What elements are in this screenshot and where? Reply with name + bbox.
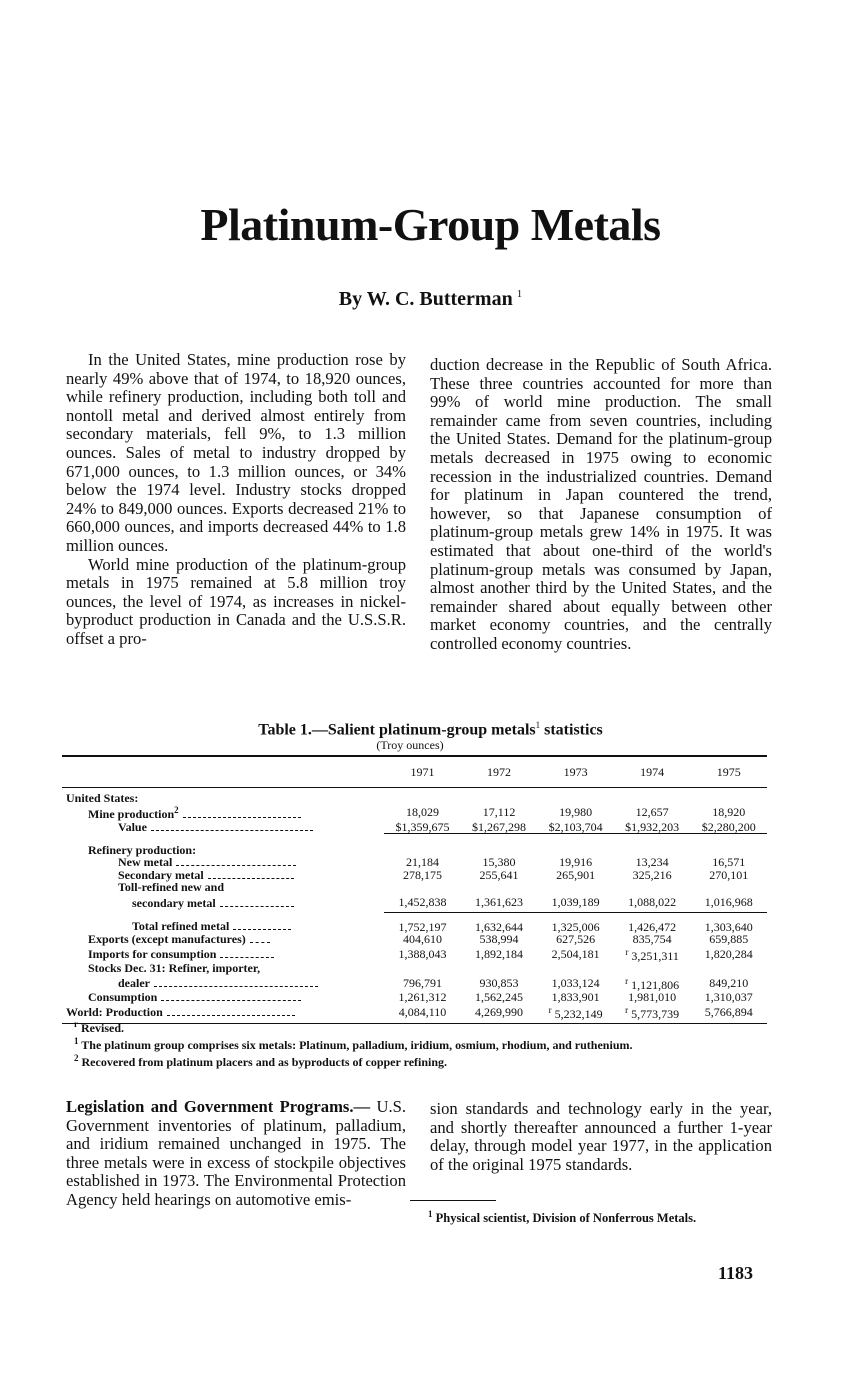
cell-value: $^r$ 1,121,806 xyxy=(625,975,680,992)
table-row xyxy=(62,881,767,894)
table-row xyxy=(62,787,767,804)
table-title-ref: 1 xyxy=(535,720,541,730)
row-label: secondary metal xyxy=(62,894,384,913)
cell-value: 19,980 xyxy=(559,805,593,819)
cell-value: 1,016,968 xyxy=(690,894,767,913)
cell-value: 849,210 xyxy=(709,975,749,990)
intro-paragraph-3: duction decrease in the Republic of South Africa. These three countries accounted for more than 99% of world mine production. The small remainder came from seven countries, including the United States. Demand for the platinum-group metals decreased in 1975 owing to economic recession in the industrialized countries. Demand for platinum in Japan countered the trend, however, so that Japanese consumption of platinum-group metals grew 14% in 1975. It was estimated that about one-third of the world's platinum-group metals was consumed by Japan, almost another third by the United States, and the remainder shared about equally between other market economy countries, and the centrally controlled economy countries. xyxy=(430,355,772,653)
cell-value: 1,310,037 xyxy=(704,990,753,1004)
intro-paragraph-2: World mine production of the platinum-group metals in 1975 remained at 5.8 million troy ounces, the level of 1974, as increases in nickel-byproduct production in Canada and the U.S.S.R. offset a pro- xyxy=(66,554,406,648)
table-header-row xyxy=(62,756,767,787)
row-label: Stocks Dec. 31: Refiner, importer, xyxy=(88,961,261,975)
table-row xyxy=(62,933,767,946)
row-label: Refinery production: xyxy=(88,842,197,857)
section-heading: Legislation and Government Programs.— xyxy=(66,1097,371,1116)
footnote: $^2$ Recovered from platinum placers and as byproducts of copper refining. xyxy=(74,1053,448,1069)
cell-value: $^r$ 3,251,311 xyxy=(625,946,679,963)
author-name: By W. C. Butterman xyxy=(338,288,513,310)
cell-value: 1,632,644 xyxy=(475,919,524,934)
table-title-text: Table 1.—Salient platinum-group metals xyxy=(258,721,536,739)
footnote-divider xyxy=(410,1200,496,1201)
cell-value: 1,820,284 xyxy=(704,946,753,961)
cell-value: 1,261,312 xyxy=(398,990,447,1004)
intro-paragraph-1: In the United States, mine production rose by nearly 49% above that of 1974, to 18,920 ounces, while refinery production, including both toll and nontoll metal and derived almost entirely from secondary materials, fell 9%, to 1.3 million ounces. Sales of metal to industry dropped by 671,000 ounces, to 1.3 million ounces, or 34% below the 1974 level. Industry stocks dropped 24% to 849,000 ounces. Exports decreased 21% to 660,000 ounces, and imports decreased 44% to 1.8 million ounces. xyxy=(66,350,406,555)
row-label: New metal xyxy=(62,856,384,869)
legislation-left-column xyxy=(66,1098,406,1210)
page-number: 1183 xyxy=(718,1263,754,1283)
cell-value: 325,216 xyxy=(632,867,672,882)
cell-value: 1,388,043 xyxy=(398,946,447,961)
table-row xyxy=(62,821,767,834)
year-header: 1975 xyxy=(690,756,767,787)
cell-value: 18,029 xyxy=(406,805,439,819)
cell-value: 1,088,022 xyxy=(614,894,691,913)
intro-left-column xyxy=(66,351,406,649)
cell-value: $1,359,675 xyxy=(384,821,461,834)
cell-value: 796,791 xyxy=(403,975,442,990)
row-label: Mine production$^2$ xyxy=(62,804,384,821)
cell-value: 1,833,901 xyxy=(551,990,600,1004)
table-subtitle: (Troy ounces) xyxy=(376,738,444,752)
table-footnotes xyxy=(62,1018,767,1069)
row-label: Imports for consumption xyxy=(62,946,384,963)
salient-statistics-table xyxy=(62,755,767,1024)
row-label: United States: xyxy=(66,790,139,805)
cell-value: 659,885 xyxy=(709,932,749,946)
cell-value: 13,234 xyxy=(635,855,669,869)
cell-value: $1,267,298 xyxy=(461,821,538,834)
revised-mark: r xyxy=(625,975,629,986)
table-row xyxy=(62,962,767,975)
table-row xyxy=(62,946,767,963)
cell-value: 2,504,181 xyxy=(551,946,600,961)
cell-value: 16,571 xyxy=(712,855,746,869)
header-label-cell xyxy=(62,756,384,787)
table-title-suffix: statistics xyxy=(544,721,603,739)
cell-value: 1,452,838 xyxy=(384,894,461,913)
cell-value: 278,175 xyxy=(403,867,442,882)
cell-value: 1,325,006 xyxy=(551,919,600,934)
cell-value: $2,103,704 xyxy=(537,821,614,834)
cell-value: 17,112 xyxy=(482,805,516,819)
year-header: 1972 xyxy=(461,756,538,787)
cell-value: 270,101 xyxy=(709,867,749,882)
cell-value: 1,752,197 xyxy=(398,919,447,934)
cell-value: 1,039,189 xyxy=(537,894,614,913)
cell-value: 1,562,245 xyxy=(475,990,524,1004)
cell-value: 18,920 xyxy=(712,805,746,819)
cell-value: 12,657 xyxy=(635,805,669,819)
row-label: Consumption xyxy=(62,991,384,1004)
legislation-paragraph: Legislation and Government Programs.— U.S. Government inventories of platinum, palladium, and iridium remained unchanged in 1975. The three metals were in excess of stockpile objectives established in 1973. The Environmental Protection Agency held hearings on automotive emis- xyxy=(66,1097,406,1209)
table-row xyxy=(62,975,767,992)
cell-value: 1,033,124 xyxy=(551,975,600,990)
row-label: Value xyxy=(62,821,384,834)
cell-value: 1,892,184 xyxy=(475,946,524,961)
footnote: $^1$ The platinum group comprises six metals: Platinum, palladium, iridium, osmium, rhodium, and ruthenium. xyxy=(74,1036,633,1052)
cell-value: 835,754 xyxy=(632,932,672,946)
cell-value: 4,084,110 xyxy=(384,1004,461,1024)
intro-right-column xyxy=(430,356,772,654)
footnote: $^r$ Revised. xyxy=(74,1019,124,1035)
cell-value: 265,901 xyxy=(556,867,596,882)
year-header: 1973 xyxy=(537,756,614,787)
table-row xyxy=(62,804,767,821)
cell-value: 404,610 xyxy=(403,932,442,946)
cell-value: 538,994 xyxy=(479,932,519,946)
revised-mark: r xyxy=(548,1004,552,1015)
cell-value: 255,641 xyxy=(479,867,519,882)
cell-value: $1,932,203 xyxy=(614,821,691,834)
table-row xyxy=(62,834,767,857)
row-label: Exports (except manufactures) xyxy=(62,933,384,946)
row-label: Total refined metal xyxy=(62,912,384,933)
cell-value: 1,303,640 xyxy=(704,919,753,934)
year-header: 1971 xyxy=(384,756,461,787)
cell-value: 1,361,623 xyxy=(461,894,538,913)
cell-value: 15,380 xyxy=(482,855,516,869)
cell-value: $^r$ 5,773,739 xyxy=(614,1004,691,1024)
cell-value: 930,853 xyxy=(479,975,519,990)
row-label: Secondary metal xyxy=(62,869,384,882)
cell-value: 21,184 xyxy=(406,855,439,869)
cell-value: $^r$ 5,232,149 xyxy=(537,1004,614,1024)
byline xyxy=(0,288,861,311)
cell-value: 627,526 xyxy=(556,932,596,946)
table-title xyxy=(0,720,861,739)
legislation-paragraph-continued: sion standards and technology early in the year, and shortly thereafter announced a further 1-year delay, through model year 1977, in the application of the original 1975 standards. xyxy=(430,1099,772,1174)
page-title: Platinum-Group Metals xyxy=(200,199,661,250)
cell-value: 1,981,010 xyxy=(628,990,677,1004)
row-label: dealer xyxy=(62,975,384,992)
revised-mark: r xyxy=(625,1004,629,1015)
row-label: World: Production xyxy=(62,1004,384,1024)
revised-mark: r xyxy=(625,946,629,957)
legislation-right-column xyxy=(430,1100,772,1174)
table-row xyxy=(62,894,767,913)
table-row xyxy=(62,991,767,1004)
row-label: Toll-refined new and xyxy=(118,880,225,894)
cell-value: 19,916 xyxy=(559,855,593,869)
author-footnote: $^1$ Physical scientist, Division of Nonferrous Metals. xyxy=(428,1209,697,1226)
cell-value: $2,280,200 xyxy=(690,821,767,834)
byline-footnote-ref: 1 xyxy=(516,288,523,301)
table-row xyxy=(62,912,767,933)
cell-value: 4,269,990 xyxy=(461,1004,538,1024)
cell-value: 1,426,472 xyxy=(628,919,677,934)
year-header: 1974 xyxy=(614,756,691,787)
cell-value: 5,766,894 xyxy=(690,1004,767,1024)
